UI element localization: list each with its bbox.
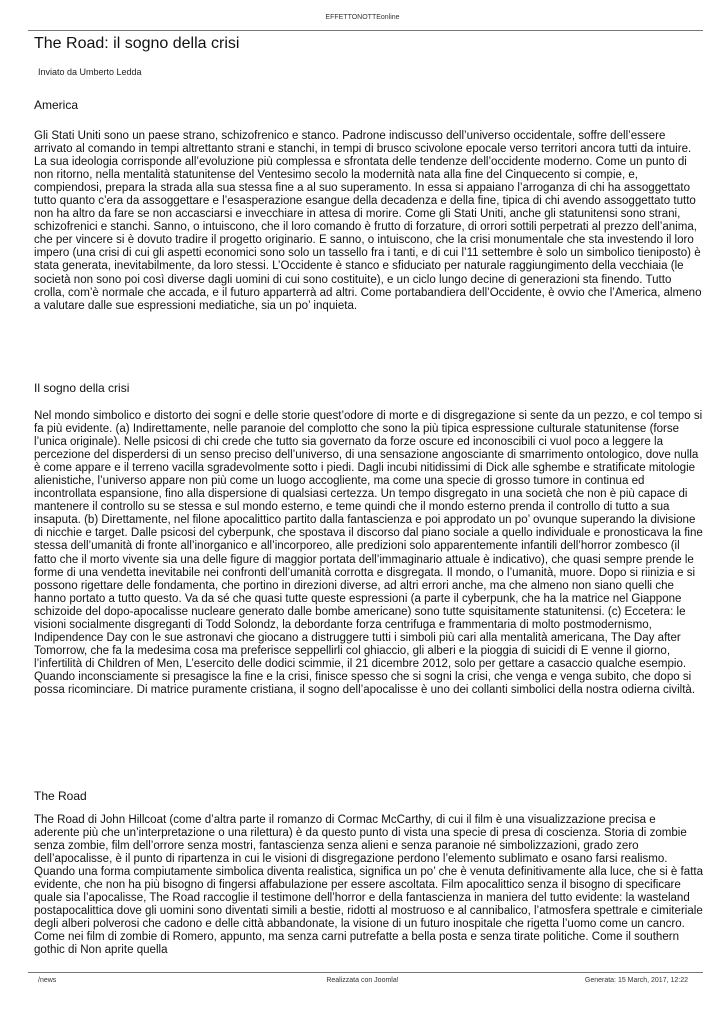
- header-divider: [28, 30, 703, 31]
- section-heading-america: America: [34, 98, 79, 112]
- footer-divider: [28, 972, 703, 973]
- article-byline: Inviato da Umberto Ledda: [38, 67, 142, 77]
- section-heading-the-road: The Road: [34, 789, 87, 803]
- footer-generated-date: Generata: 15 March, 2017, 12:22: [584, 977, 688, 984]
- footer-path: /news: [38, 977, 57, 984]
- section-heading-sogno-della-crisi: Il sogno della crisi: [34, 381, 130, 395]
- site-name: EFFETTONOTTEonline: [325, 14, 400, 21]
- footer-powered-by: Realizzata con Joomla!: [326, 977, 399, 984]
- section-text-sogno-della-crisi: Nel mondo simbolico e distorto dei sogni e delle storie quest’odore di morte e di disgregazione si sente da un pezzo, e col tempo si fa più evidente. (a) Indirettamente, nelle paranoie del complotto che sono la più tipica espressione culturale statunitense (forse l’unica originale). Nelle psicosi di chi crede che tutto sia governato da forze oscure ed inconoscibili ci vuol poco a leggere la percezione del disperdersi di un senso preciso dell’universo, di una sensazione angosciante di smarrimento ontologico, dove nulla è come appare e il terreno vacilla sgradevolmente sotto i piedi. Dagli incubi nitidissimi di Dick alle sghembe e stratificate mitologie alienistiche, l’universo appare non più come un luogo accogliente, ma come una specie di grosso tumore in continua ed incontrollata espansione, fino alla dispersione di qualsiasi certezza. Un tempo disgregato in una società che non è più capace di mantenere il controllo su se stessa e sul mondo esterno, e teme quindi che il mondo esterno prenda il controllo di tutto a sua insaputa. (b) Direttamente, nel filone apocalittico partito dalla fantascienza e poi approdato un po’ ovunque superando la divisione di nicchie e target. Dalle psicosi del cyberpunk, che spostava il discorso dal piano sociale a quello individuale e pronosticava la fine stessa dell’umanità di fronte all’inorganico e all’incorporeo, alle predizioni solo apparentemente infantili dell’horror zombesco (il fatto che il morto vivente sia una delle figure di maggior portata dell’immaginario attuale è indicativo), che quasi sempre prende le forme di una vendetta inevitabile nei confronti dell’umanità corrotta e disgregata. Il mondo, o l’umanità, muore. Dopo si riinizia e si possono rigettare delle fondamenta, che portino in direzioni diverse, ad altri errori anche, ma che almeno non siano quelli che hanno portato a tutto questo. Va da sé che quasi tutte queste espressioni (a parte il cyberpunk, che ha la matrice nel Giappone schizoide del dopo-apocalisse nucleare generato dalle bombe americane) sono tutte squisitamente statunitensi. (c) Eccetera: le visioni socialmente disgreganti di Todd Solondz, la debordante forza centrifuga e frammentaria di molto postmodernismo, Indipendence Day con le sue astronavi che giocano a distruggere tutti i simboli più cari alla mentalità americana, The Day after Tomorrow, che fa la medesima cosa ma preferisce seppellirli col ghiaccio, gli alberi e la pioggia di suicidi di E venne il giorno, l’infertilità di Children of Men, L’esercito delle dodici scimmie, il 21 dicembre 2012, solo per gettare a casaccio qualche esempio. Quando inconsciamente si presagisce la fine e la crisi, finisce spesso che si sogni la crisi, che venga e venga subito, che dopo si possa ricominciare. Di matrice puramente cristiana, il sogno dell’apocalisse è uno dei collanti simbolici della nostra odierna civiltà.: [34, 410, 703, 696]
- section-text-america: Gli Stati Uniti sono un paese strano, schizofrenico e stanco. Padrone indiscusso dell’universo occidentale, soffre dell’essere arrivato al comando in tempi altrettanto strani e stanchi, in tempi di brusco scivolone epocale verso territori ancora tutti da intuire. La sua ideologia corrisponde all’evoluzione più complessa e sfrontata delle tendenze dell’occidente moderno. Come un punto di non ritorno, nella mentalità statunitense del Ventesimo secolo la modernità nata alla fine del Cinquecento si compie, e, compiendosi, prepara la strada alla sua stessa fine a al suo superamento. In essa si appaiano l’arroganza di chi ha assoggettato tutto quanto c’era da assoggettare e l’esasperazione esangue della decadenza e della fine, tipica di chi avendo assoggettato tutto non ha altro da fare se non accasciarsi e invecchiare in attesa di morire. Come gli Stati Uniti, anche gli statunitensi sono strani, schizofrenici e stanchi. Sanno, o intuiscono, che il loro comando è frutto di forzature, di orrori sottili perpetrati al prezzo dell’anima, che per vincere si è dovuto tradire il progetto originario. E sanno, o intuiscono, che la crisi monumentale che sta investendo il loro impero (una crisi di cui gli aspetti economici sono solo un tassello fra i tanti, e di cui l’11 settembre è solo un simbolico tienipost​o) è stata generata, inevitabilmente, da loro stessi. L’Occidente è stanco e sfiduciato per naturale raggiungimento della vecchiaia (le società non sono poi così diverse dagli uomini di cui sono costituite), e un ciclo lungo decine di generazioni sta finendo. Tutto crolla, com’è normale che accada, e il futuro apparterrà ad altri. Come portabandiera dell’Occidente, è ovvio che l’America, almeno a valutare dalle sue espressioni mediatiche, sia un po’ inquieta.: [34, 130, 702, 312]
- section-text-the-road: The Road di John Hillcoat (come d’altra parte il romanzo di Cormac McCarthy, di cui il film è una visualizzazione precisa e aderente più che un’interpretazione o una rilettura) è da questo punto di vista una specie di presa di coscienza. Storia di zombie senza zombie, film dell’orrore senza mostri, fantascienza senza alieni e senza paranoie né simbolizzazioni, grado zero dell’apocalisse, è il punto di ripartenza in cui le visioni di disgregazione perdono l’elemento sublimato e osano farsi realismo. Quando una forma compiutamente simbolica diventa realistica, significa un po’ che è venuta definitivamente alla luce, che si è fatta evidente, che non ha più bisogno di fingersi affabulazione per essere ascoltata. Film apocalittico senza il bisogno di specificare quale sia l’apocalisse, The Road raccoglie il testimone dell’horror e della fantascienza in maniera del tutto evidente: la wasteland postapocalittica dove gli uomini sono diventati simili a bestie, ridotti al mostruoso e al cannibalico, l’atmosfera spettrale e cimiteriale degli alberi polverosi che cadono e delle città abbandonate, la visione di un futuro inospitale che rigetta l’uomo come un cancro. Come nei film di zombie di Romero, appunto, ma senza carni putrefatte a bella posta e senza tirate politiche. Come il southern gothic di Non aprite quella: [34, 814, 704, 957]
- article-title: The Road: il sogno della crisi: [34, 35, 240, 52]
